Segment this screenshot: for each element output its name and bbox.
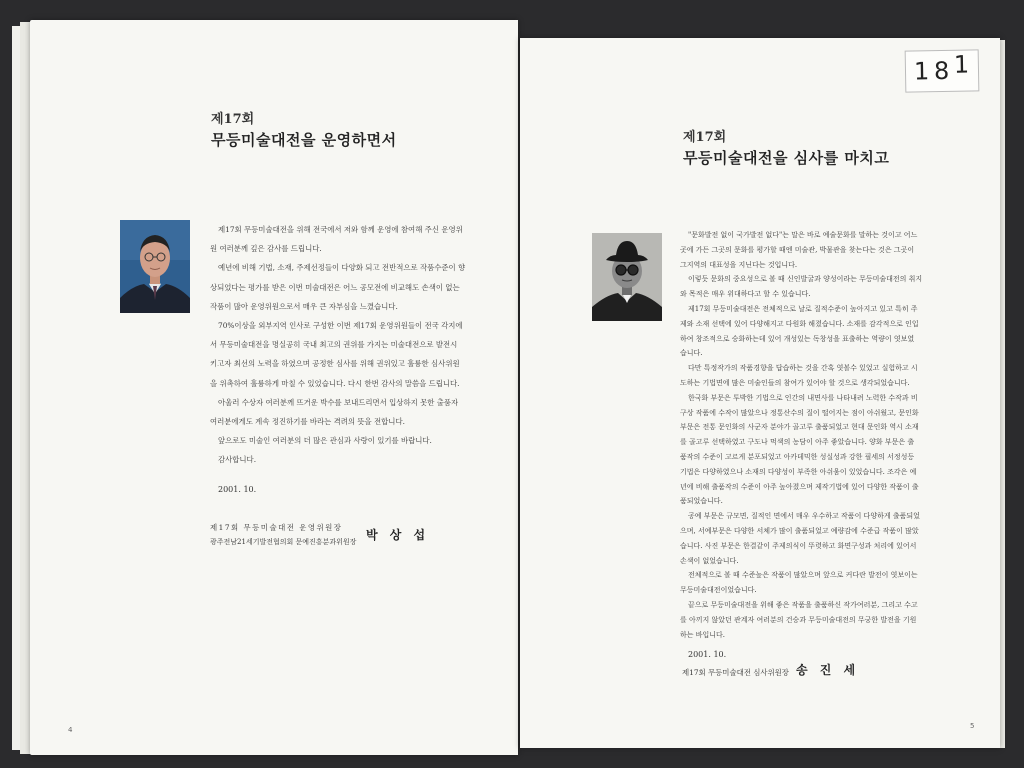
right-paragraph-line: 를 골고루 선택하였고 구도나 먹색의 농담이 아주 좋았습니다. 양화 부문은 출 bbox=[680, 438, 915, 447]
right-portrait-photo bbox=[592, 233, 662, 321]
left-paragraph-line: 을 위촉하여 훌륭하게 마칠 수 있었습니다. 다시 한번 감사의 말씀을 드립니다. bbox=[210, 378, 460, 388]
left-signature-affiliation: 광주전남21세기발전협의회 문예진흥분과위원장 bbox=[210, 538, 357, 546]
right-paragraph-line: 습니다. 사진 부문은 한결같이 주제의식이 뚜렷하고 화면구성과 처리에 있어서 bbox=[680, 541, 917, 550]
right-paragraph-line: 와 목적은 매우 위대하다고 할 수 있습니다. bbox=[680, 290, 811, 299]
right-title: 무등미술대전을 심사를 마치고 bbox=[683, 149, 890, 167]
right-paragraph-line: 끝으로 무등미술대전을 위해 좋은 작품을 출품하신 작가여러분, 그리고 수고 bbox=[688, 600, 918, 609]
right-paragraph-line: 다만 특정작가의 작품경향을 답습하는 것을 간혹 엿볼수 있었고 실험하고 시 bbox=[688, 364, 918, 373]
left-paragraph-line: 감사합니다. bbox=[218, 455, 257, 465]
right-paragraph-line: 그지역의 대표성을 지닌다는 것입니다. bbox=[680, 260, 798, 269]
right-paragraph-line: "문화발전 없이 국가발전 없다"는 말은 바로 예술문화를 말하는 것이고 어느 bbox=[688, 231, 918, 239]
left-signature-name: 박 상 섭 bbox=[366, 528, 430, 542]
right-paragraph-line: 으며, 서예부문은 다양한 서체가 많이 출품되었고 예량감에 수준급 작품이 많았 bbox=[680, 526, 919, 535]
left-paragraph-line: 작품이 많아 운영위원으로서 매우 큰 자부심을 느꼈습니다. bbox=[210, 301, 398, 311]
left-paragraph-line: 상되었다는 평가를 받은 이번 미술대전은 어느 공모전에 비교해도 손색이 없는 bbox=[210, 282, 460, 292]
right-signature-name: 송 진 세 bbox=[796, 663, 860, 677]
right-paragraph-line: 무등미술대전이었습니다. bbox=[680, 586, 757, 595]
right-paragraph-line: 하여 창조적으로 승화하는데 있어 개성있는 독창성을 표출하는 역량이 엿보였 bbox=[680, 334, 915, 343]
right-page-number: 5 bbox=[970, 722, 975, 730]
left-paragraph-line: 아울러 수상자 여러분께 뜨거운 박수를 보내드리면서 입상하지 못한 출품자 bbox=[218, 397, 459, 407]
right-paragraph-line: 도하는 기법면에 많은 미술인들의 참여가 있어야 할 것으로 생각되었습니다. bbox=[680, 378, 910, 387]
left-title-number: 제17회 bbox=[211, 112, 255, 127]
right-body-text bbox=[680, 228, 922, 642]
left-body-text bbox=[210, 220, 465, 470]
left-paragraph-line: 여러분에게도 계속 정진하기를 바라는 격려의 뜻을 전합니다. bbox=[210, 417, 405, 427]
page-number-sticker bbox=[905, 49, 980, 92]
right-paragraph-line: 품작의 수준이 고르게 분포되었고 아카데믹한 성실성과 강한 필세의 서정성등 bbox=[680, 452, 915, 461]
right-title-number: 제17회 bbox=[683, 130, 727, 145]
right-paragraph-line: 부문은 전통 문인화의 사군자 분야가 골고루 출품되었고 현대 문인화 역시 소재 bbox=[680, 423, 919, 432]
left-signature-title: 제17회 무등미술대전 운영위원장 bbox=[210, 523, 343, 532]
right-paragraph-line: 기법은 다양하였으나 소재의 다양성이 부족한 아쉬움이 있었습니다. 조각은 예 bbox=[680, 467, 917, 476]
right-paragraph-line: 하는 바입니다. bbox=[680, 630, 726, 639]
left-paragraph-line: 예년에 비해 기법, 소재, 주제선정들이 다양화 되고 전반적으로 작품수준이 향 bbox=[218, 263, 466, 273]
right-paragraph-line: 를 아끼지 않았던 관계자 여러분의 건승과 무등미술대전의 무궁한 발전을 기원 bbox=[680, 615, 917, 624]
left-portrait-photo bbox=[120, 220, 190, 313]
right-signature-title: 제17회 무등미술대전 심사위원장 bbox=[682, 668, 789, 677]
right-paragraph-line: 전체적으로 볼 때 수준높은 작품이 많았으며 앞으로 커다란 발전이 엿보이는 bbox=[688, 571, 918, 580]
left-paragraph-line: 제17회 무등미술대전을 위해 전국에서 저와 함께 운영에 참여해 주신 운영위 bbox=[218, 225, 463, 234]
right-paragraph-line: 공예 부문은 규모면, 질적인 면에서 매우 우수하고 작품이 다양하게 출품되었 bbox=[688, 512, 920, 521]
right-paragraph-line: 년에 비해 출품작의 수준이 아주 높아졌으며 제작기법에 있어 다양한 작품이 출 bbox=[680, 482, 919, 491]
sticker-digit: 1 bbox=[953, 50, 970, 79]
right-paragraph-line: 제와 소재 선택에 있어 다양해지고 다원화 해졌습니다. 소재를 감각적으로 인입 bbox=[680, 319, 919, 328]
left-title: 무등미술대전을 운영하면서 bbox=[211, 131, 397, 149]
left-date: 2001. 10. bbox=[218, 485, 257, 494]
right-paragraph-line: 곳에 가든 그곳의 문화를 평가할 때엔 미술관, 박물관을 찾는다는 것은 그곳이 bbox=[680, 245, 915, 254]
left-paragraph-line: 원 여러분께 깊은 감사를 드립니다. bbox=[210, 244, 322, 254]
left-page-number: 4 bbox=[68, 726, 73, 734]
left-paragraph-line: 키고자 최선의 노력을 하였으며 공정한 심사를 위해 권위있고 훌륭한 심사위원 bbox=[210, 359, 460, 369]
right-paragraph-line: 제17회 무등미술대전은 전체적으로 날로 질적수준이 높아지고 있고 특히 주 bbox=[688, 304, 918, 313]
right-date: 2001. 10. bbox=[688, 650, 727, 659]
right-paragraph-line: 품되었습니다. bbox=[680, 497, 723, 506]
right-paragraph-line: 이렇듯 문화의 중요성으로 볼 때 신인발굴과 양성이라는 무등미술대전의 취지 bbox=[688, 275, 923, 284]
right-paragraph-line: 손색이 없었습니다. bbox=[680, 556, 739, 565]
right-page bbox=[520, 38, 1000, 748]
left-paragraph-line: 70%이상을 외부지역 인사로 구성한 이번 제17회 운영위원들이 전국 각지에 bbox=[218, 321, 463, 331]
sticker-digit: 1 bbox=[913, 57, 930, 86]
sticker-digit: 8 bbox=[933, 56, 950, 86]
right-paragraph-line: 한국화 부문은 투박한 기법으로 인간의 내면사를 나타내려 노력한 수작과 비 bbox=[688, 393, 918, 402]
left-paragraph-line: 서 무등미술대전을 명실공히 국내 최고의 권위를 가지는 미술대전으로 발전시 bbox=[210, 340, 458, 350]
right-paragraph-line: 구상 작품에 수작이 많았으나 정통산수의 질이 떨어지는 점이 아쉬웠고, 문인화 bbox=[680, 408, 919, 417]
left-paragraph-line: 앞으로도 미술인 여러분의 더 많은 관심과 사랑이 있기를 바랍니다. bbox=[218, 436, 432, 446]
right-paragraph-line: 습니다. bbox=[680, 349, 703, 358]
left-page bbox=[30, 20, 518, 755]
